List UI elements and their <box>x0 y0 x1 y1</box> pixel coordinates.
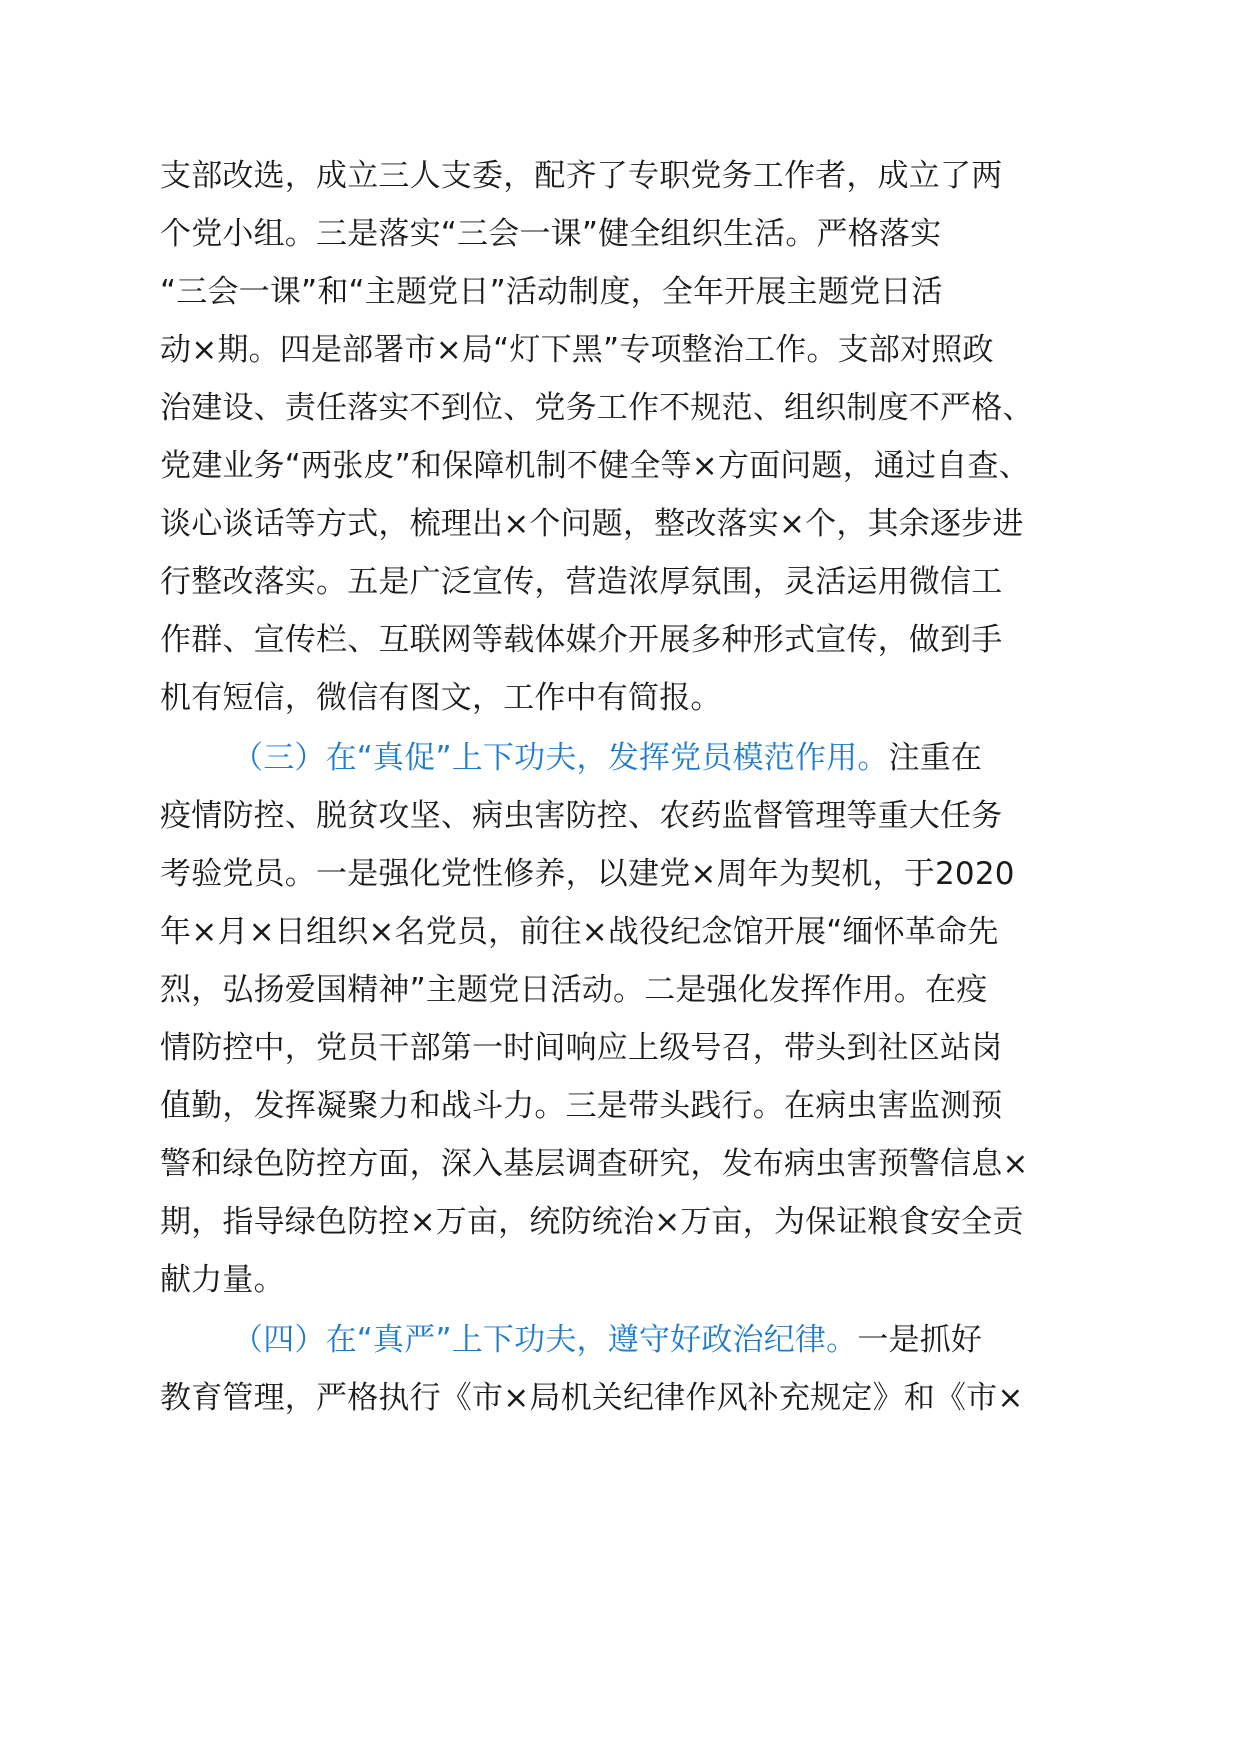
body-line: “三会一课”和“主题党日”活动制度，全年开展主题党日活 <box>160 274 943 310</box>
body-line: 警和绿色防控方面，深入基层调查研究，发布病虫害预警信息× <box>160 1146 1029 1182</box>
body-line: 党建业务“两张皮”和保障机制不健全等×方面问题，通过自查、 <box>160 448 1030 484</box>
body-line: 行整改落实。五是广泛宣传，营造浓厚氛围，灵活运用微信工 <box>160 564 1003 600</box>
body-line: 考验党员。一是强化党性修养，以建党×周年为契机，于2020 <box>160 856 1015 892</box>
body-line: 教育管理，严格执行《市×局机关纪律作风补充规定》和《市× <box>160 1380 1024 1416</box>
section-4-heading: （四）在“真严”上下功夫，遵守好政治纪律。 <box>232 1322 858 1358</box>
body-line: 动×期。四是部署市×局“灯下黑”专项整治工作。支部对照政 <box>160 332 994 368</box>
body-line: 谈心谈话等方式，梳理出×个问题，整改落实×个，其余逐步进 <box>160 506 1024 542</box>
body-line: 机有短信，微信有图文，工作中有简报。 <box>160 680 722 716</box>
body-line: 治建设、责任落实不到位、党务工作不规范、组织制度不严格、 <box>160 390 1034 426</box>
section-4-first-text: 一是抓好 <box>857 1322 983 1358</box>
body-line: 值勤，发挥凝聚力和战斗力。三是带头践行。在病虫害监测预 <box>160 1088 1003 1124</box>
body-line: 烈，弘扬爱国精神”主题党日活动。二是强化发挥作用。在疫 <box>160 972 988 1008</box>
body-line: 年×月×日组织×名党员，前往×战役纪念馆开展“缅怀革命先 <box>160 914 999 950</box>
section-3-first-text: 注重在 <box>888 740 983 776</box>
body-line: 情防控中，党员干部第一时间响应上级号召，带头到社区站岗 <box>160 1030 1003 1066</box>
body-line: 期，指导绿色防控×万亩，统防统治×万亩，为保证粮食安全贡 <box>160 1204 1024 1240</box>
body-line: 作群、宣传栏、互联网等载体媒介开展多种形式宣传，做到手 <box>160 622 1003 658</box>
body-line: 支部改选，成立三人支委，配齐了专职党务工作者，成立了两 <box>160 158 1003 194</box>
body-line: 疫情防控、脱贫攻坚、病虫害防控、农药监督管理等重大任务 <box>160 798 1003 834</box>
section-4-first-line <box>232 1320 982 1360</box>
section-3-first-line <box>232 738 982 778</box>
body-line: 个党小组。三是落实“三会一课”健全组织生活。严格落实 <box>160 216 942 252</box>
body-line: 献力量。 <box>160 1262 285 1298</box>
section-3-heading: （三）在“真促”上下功夫，发挥党员模范作用。 <box>232 740 889 776</box>
